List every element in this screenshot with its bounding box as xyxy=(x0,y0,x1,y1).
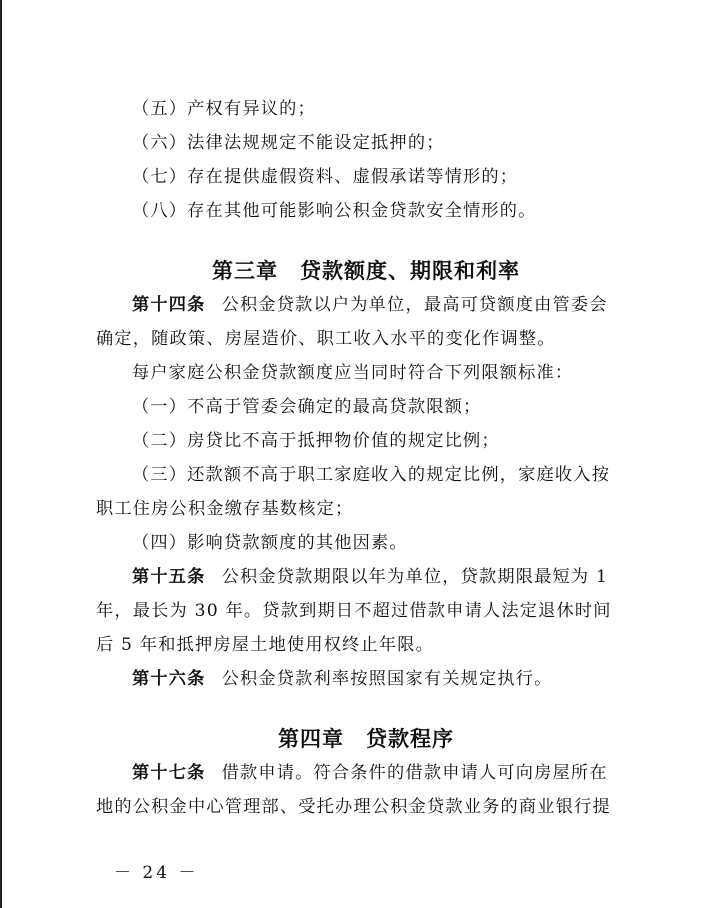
chapter-4-title: 第四章 贷款程序 xyxy=(278,726,454,751)
article-14-item-2: （二）房贷比不高于抵押物价值的规定比例； xyxy=(132,431,500,451)
list-item-6: （六）法律法规规定不能设定抵押的； xyxy=(132,133,445,153)
article-16-text: 公积金贷款利率按照国家有关规定执行。 xyxy=(221,669,553,689)
article-15-line-1 xyxy=(96,560,636,594)
chapter-3-title: 第三章 贷款额度、期限和利率 xyxy=(212,258,520,283)
article-16-label: 第十六条 xyxy=(132,669,206,689)
article-15-line-3: 后 5 年和抵押房屋土地使用权终止年限。 xyxy=(96,635,435,655)
article-14-item-3-line-2: 职工住房公积金缴存基数核定； xyxy=(96,499,354,519)
article-16-line-1 xyxy=(96,662,636,696)
article-15-label: 第十五条 xyxy=(132,567,206,587)
list-item-7: （七）存在提供虚假资料、虚假承诺等情形的； xyxy=(132,167,519,187)
article-14-item-3-line-1: （三）还款额不高于职工家庭收入的规定比例，家庭收入按 xyxy=(132,465,611,485)
article-14-line-2: 确定，随政策、房屋造价、职工收入水平的变化作调整。 xyxy=(96,329,556,349)
article-14-item-4: （四）影响贷款额度的其他因素。 xyxy=(132,533,408,553)
article-15-text-1: 公积金贷款期限以年为单位，贷款期限最短为 1 xyxy=(221,567,609,587)
article-14-item-1: （一）不高于管委会确定的最高贷款限额； xyxy=(132,397,482,417)
article-14-label: 第十四条 xyxy=(132,295,206,315)
list-item-8: （八）存在其他可能影响公积金贷款安全情形的。 xyxy=(132,201,537,221)
document-body xyxy=(96,92,636,824)
article-14-line-3: 每户家庭公积金贷款额度应当同时符合下列限额标准： xyxy=(132,363,574,383)
article-17-text-1: 借款申请。符合条件的借款申请人可向房屋所在 xyxy=(221,763,608,783)
page-number: － 24 － xyxy=(114,863,199,883)
article-14-line-1 xyxy=(96,288,636,322)
article-17-line-2: 地的公积金中心管理部、受托办理公积金贷款业务的商业银行提 xyxy=(96,797,611,817)
list-item-5: （五）产权有异议的； xyxy=(132,99,316,119)
article-14-text-1: 公积金贷款以户为单位，最高可贷额度由管委会 xyxy=(221,295,608,315)
page-left-border xyxy=(0,0,2,908)
article-17-label: 第十七条 xyxy=(132,763,206,783)
article-15-line-2: 年，最长为 30 年。贷款到期日不超过借款申请人法定退休时间 xyxy=(96,601,612,621)
article-17-line-1 xyxy=(96,756,636,790)
